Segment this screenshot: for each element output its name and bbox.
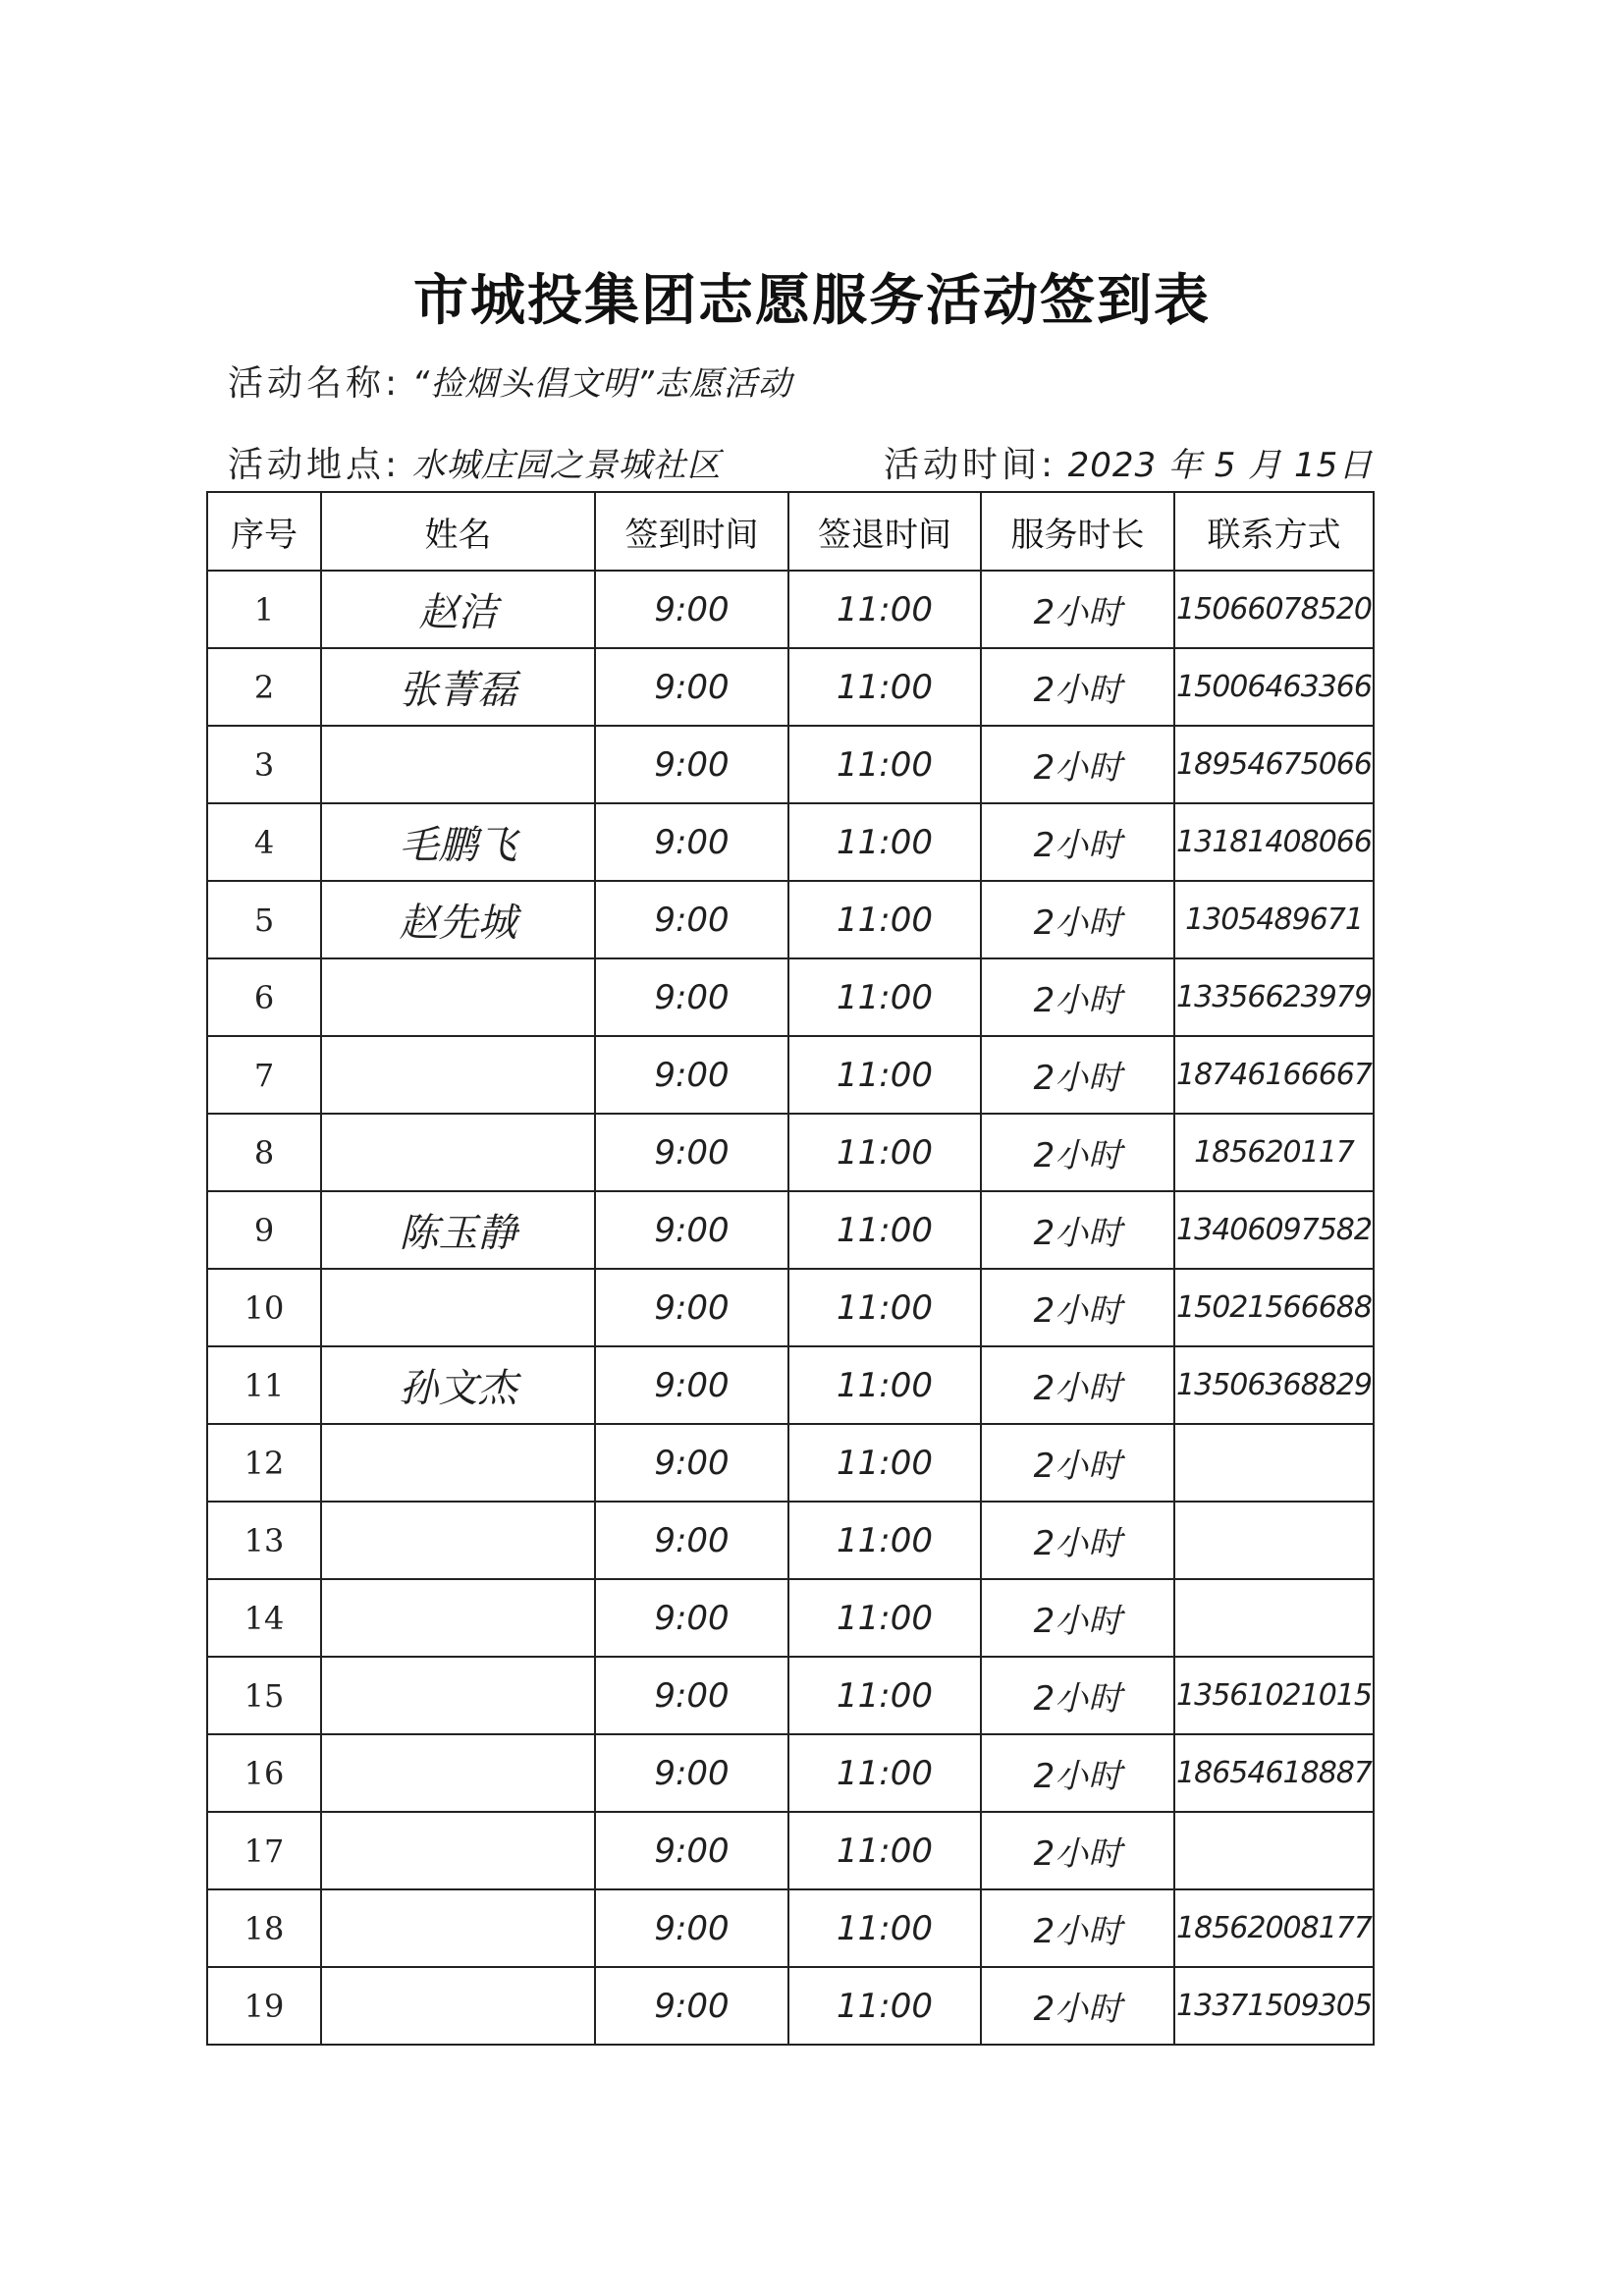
- header-duration: 服务时长: [981, 492, 1174, 571]
- row-index-cell: 4: [207, 803, 321, 881]
- row-sign-out-cell: 11:00: [788, 1502, 981, 1579]
- table-row: [207, 1424, 1374, 1502]
- row-index-cell: 6: [207, 958, 321, 1036]
- row-index-cell: 19: [207, 1967, 321, 2045]
- row-index-cell: 17: [207, 1812, 321, 1889]
- row-contact-cell: 13561021015: [1174, 1657, 1374, 1734]
- row-sign-out-cell: 11:00: [788, 1269, 981, 1346]
- row-duration-cell: 2小时: [981, 1191, 1174, 1269]
- row-index-cell: 15: [207, 1657, 321, 1734]
- row-sign-out-cell: 11:00: [788, 1967, 981, 2045]
- row-name-cell: 张菁磊: [321, 648, 595, 726]
- row-duration-cell: 2小时: [981, 1889, 1174, 1967]
- header-sign-in: 签到时间: [595, 492, 788, 571]
- row-duration-cell: 2小时: [981, 1036, 1174, 1114]
- table-row: [207, 1734, 1374, 1812]
- row-contact-cell: 13181408066: [1174, 803, 1374, 881]
- table-row: [207, 881, 1374, 958]
- table-row: [207, 1269, 1374, 1346]
- row-duration-cell: 2小时: [981, 1346, 1174, 1424]
- table-row: [207, 571, 1374, 648]
- activity-time-line: [884, 437, 1373, 487]
- row-sign-out-cell: 11:00: [788, 1424, 981, 1502]
- row-index-cell: 10: [207, 1269, 321, 1346]
- row-duration-cell: 2小时: [981, 1734, 1174, 1812]
- row-contact-cell: [1174, 1579, 1374, 1657]
- activity-name-value: “捡烟头倡文明”志愿活动: [411, 364, 792, 404]
- row-name-cell: [321, 1812, 595, 1889]
- row-name-cell: [321, 1269, 595, 1346]
- table-row: [207, 1889, 1374, 1967]
- row-index-cell: 3: [207, 726, 321, 803]
- row-duration-cell: 2小时: [981, 958, 1174, 1036]
- row-sign-out-cell: 11:00: [788, 648, 981, 726]
- row-duration-cell: 2小时: [981, 571, 1174, 648]
- row-index-cell: 5: [207, 881, 321, 958]
- row-sign-in-cell: 9:00: [595, 726, 788, 803]
- row-contact-cell: 18654618887: [1174, 1734, 1374, 1812]
- row-sign-out-cell: 11:00: [788, 1036, 981, 1114]
- row-sign-out-cell: 11:00: [788, 1734, 981, 1812]
- activity-time-label: 活动时间:: [884, 445, 1057, 485]
- row-duration-cell: 2小时: [981, 648, 1174, 726]
- row-contact-cell: 13371509305: [1174, 1967, 1374, 2045]
- row-duration-cell: 2小时: [981, 1657, 1174, 1734]
- row-sign-in-cell: 9:00: [595, 1424, 788, 1502]
- row-duration-cell: 2小时: [981, 1967, 1174, 2045]
- activity-time-value: 2023 年 5 月 15日: [1067, 446, 1374, 485]
- row-name-cell: 毛鹏飞: [321, 803, 595, 881]
- row-name-cell: [321, 1657, 595, 1734]
- row-sign-out-cell: 11:00: [788, 1346, 981, 1424]
- row-sign-in-cell: 9:00: [595, 1346, 788, 1424]
- row-index-cell: 9: [207, 1191, 321, 1269]
- row-duration-cell: 2小时: [981, 803, 1174, 881]
- row-name-cell: [321, 1734, 595, 1812]
- row-sign-out-cell: 11:00: [788, 958, 981, 1036]
- row-index-cell: 7: [207, 1036, 321, 1114]
- row-duration-cell: 2小时: [981, 1812, 1174, 1889]
- row-index-cell: 18: [207, 1889, 321, 1967]
- row-sign-out-cell: 11:00: [788, 1657, 981, 1734]
- header-name: 姓名: [321, 492, 595, 571]
- activity-name-label: 活动名称:: [228, 363, 402, 404]
- row-name-cell: 赵先城: [321, 881, 595, 958]
- row-sign-out-cell: 11:00: [788, 803, 981, 881]
- row-sign-in-cell: 9:00: [595, 1502, 788, 1579]
- row-sign-in-cell: 9:00: [595, 1036, 788, 1114]
- row-name-cell: 赵洁: [321, 571, 595, 648]
- row-index-cell: 11: [207, 1346, 321, 1424]
- row-contact-cell: 18954675066: [1174, 726, 1374, 803]
- row-sign-out-cell: 11:00: [788, 1191, 981, 1269]
- table-body: [207, 571, 1374, 2045]
- row-sign-in-cell: 9:00: [595, 1657, 788, 1734]
- row-duration-cell: 2小时: [981, 1424, 1174, 1502]
- row-name-cell: [321, 1967, 595, 2045]
- row-index-cell: 13: [207, 1502, 321, 1579]
- table-row: [207, 1036, 1374, 1114]
- row-sign-in-cell: 9:00: [595, 1889, 788, 1967]
- row-sign-in-cell: 9:00: [595, 803, 788, 881]
- row-sign-in-cell: 9:00: [595, 1269, 788, 1346]
- activity-place-line: [228, 437, 722, 487]
- activity-place-label: 活动地点:: [228, 445, 402, 485]
- row-contact-cell: 13356623979: [1174, 958, 1374, 1036]
- row-index-cell: 2: [207, 648, 321, 726]
- document-title: 市城投集团志愿服务活动签到表: [413, 268, 1211, 333]
- row-duration-cell: 2小时: [981, 1269, 1174, 1346]
- signin-table: [206, 491, 1375, 2046]
- row-name-cell: [321, 1036, 595, 1114]
- row-sign-in-cell: 9:00: [595, 1191, 788, 1269]
- row-sign-out-cell: 11:00: [788, 881, 981, 958]
- table-row: [207, 958, 1374, 1036]
- table-row: [207, 726, 1374, 803]
- row-contact-cell: 185620117: [1174, 1114, 1374, 1191]
- table-row: [207, 1114, 1374, 1191]
- row-name-cell: [321, 1889, 595, 1967]
- row-index-cell: 1: [207, 571, 321, 648]
- row-sign-in-cell: 9:00: [595, 1114, 788, 1191]
- row-duration-cell: 2小时: [981, 1579, 1174, 1657]
- row-name-cell: [321, 726, 595, 803]
- row-contact-cell: 15021566688: [1174, 1269, 1374, 1346]
- row-contact-cell: 13506368829: [1174, 1346, 1374, 1424]
- row-duration-cell: 2小时: [981, 726, 1174, 803]
- row-name-cell: 孙文杰: [321, 1346, 595, 1424]
- row-contact-cell: 1305489671: [1174, 881, 1374, 958]
- row-sign-out-cell: 11:00: [788, 571, 981, 648]
- row-sign-in-cell: 9:00: [595, 1734, 788, 1812]
- table-row: [207, 1579, 1374, 1657]
- row-index-cell: 16: [207, 1734, 321, 1812]
- row-sign-out-cell: 11:00: [788, 1889, 981, 1967]
- activity-place-value: 水城庄园之景城社区: [411, 446, 722, 485]
- table-row: [207, 648, 1374, 726]
- activity-name-line: [228, 355, 792, 406]
- row-index-cell: 12: [207, 1424, 321, 1502]
- table-row: [207, 803, 1374, 881]
- row-name-cell: [321, 1114, 595, 1191]
- table-row: [207, 1812, 1374, 1889]
- row-sign-out-cell: 11:00: [788, 1114, 981, 1191]
- row-sign-out-cell: 11:00: [788, 1579, 981, 1657]
- header-sign-out: 签退时间: [788, 492, 981, 571]
- row-index-cell: 14: [207, 1579, 321, 1657]
- row-duration-cell: 2小时: [981, 1114, 1174, 1191]
- row-contact-cell: [1174, 1424, 1374, 1502]
- row-duration-cell: 2小时: [981, 1502, 1174, 1579]
- row-sign-in-cell: 9:00: [595, 958, 788, 1036]
- row-name-cell: [321, 1579, 595, 1657]
- header-index: 序号: [207, 492, 321, 571]
- row-duration-cell: 2小时: [981, 881, 1174, 958]
- row-contact-cell: 15006463366: [1174, 648, 1374, 726]
- table-row: [207, 1967, 1374, 2045]
- row-contact-cell: [1174, 1502, 1374, 1579]
- table-row: [207, 1657, 1374, 1734]
- table-row: [207, 1346, 1374, 1424]
- row-name-cell: [321, 1502, 595, 1579]
- row-sign-in-cell: 9:00: [595, 1812, 788, 1889]
- row-contact-cell: 13406097582: [1174, 1191, 1374, 1269]
- row-name-cell: [321, 958, 595, 1036]
- row-sign-out-cell: 11:00: [788, 726, 981, 803]
- row-sign-in-cell: 9:00: [595, 648, 788, 726]
- row-name-cell: 陈玉静: [321, 1191, 595, 1269]
- row-contact-cell: 18746166667: [1174, 1036, 1374, 1114]
- row-sign-in-cell: 9:00: [595, 1579, 788, 1657]
- row-contact-cell: [1174, 1812, 1374, 1889]
- table-row: [207, 1502, 1374, 1579]
- row-sign-in-cell: 9:00: [595, 1967, 788, 2045]
- row-sign-out-cell: 11:00: [788, 1812, 981, 1889]
- row-sign-in-cell: 9:00: [595, 571, 788, 648]
- row-contact-cell: 18562008177: [1174, 1889, 1374, 1967]
- row-index-cell: 8: [207, 1114, 321, 1191]
- table-header-row: [207, 492, 1374, 571]
- header-contact: 联系方式: [1174, 492, 1374, 571]
- row-sign-in-cell: 9:00: [595, 881, 788, 958]
- table-row: [207, 1191, 1374, 1269]
- row-name-cell: [321, 1424, 595, 1502]
- row-contact-cell: 15066078520: [1174, 571, 1374, 648]
